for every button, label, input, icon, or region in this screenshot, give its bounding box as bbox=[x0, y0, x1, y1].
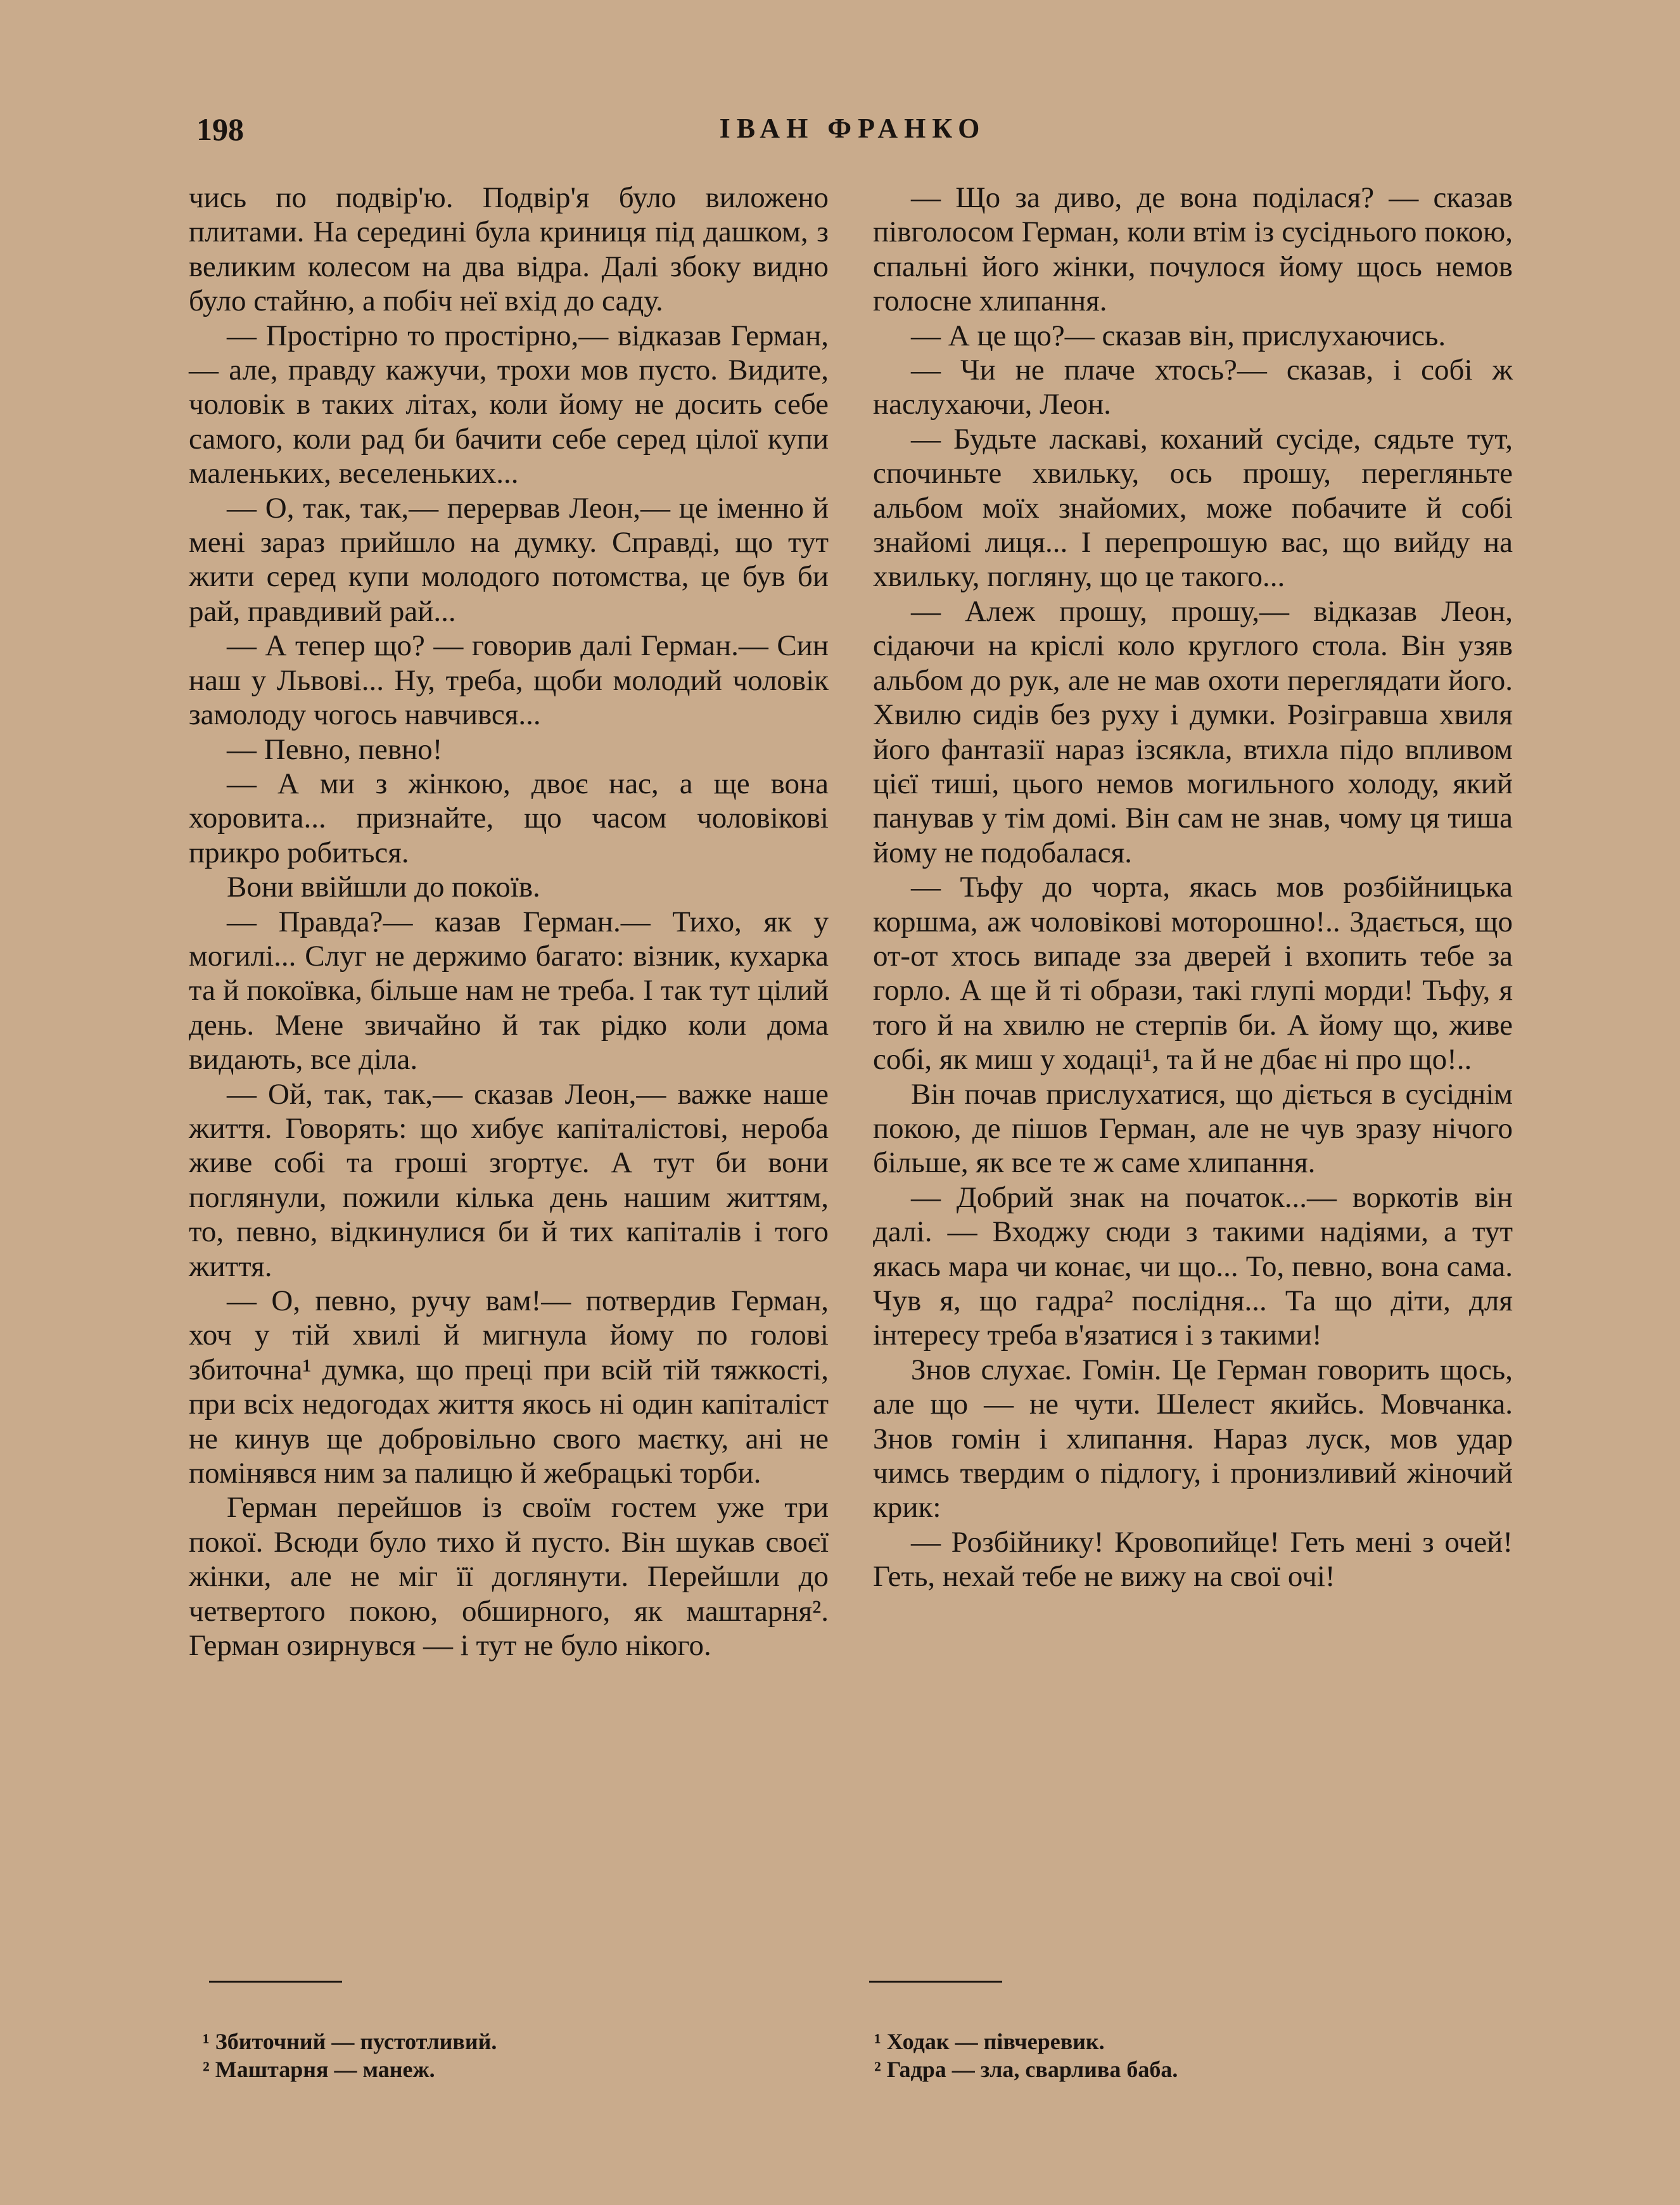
paragraph: — О, так, так,— перервав Леон,— це іменно й мені зараз прийшло на думку. Справді, що тут жити серед купи молодого потомства, це був би рай, правдивий рай... bbox=[189, 491, 829, 628]
paragraph: Вони ввійшли до покоїв. bbox=[227, 871, 540, 904]
left-column bbox=[189, 181, 829, 1663]
paragraph: — Тьфу до чорта, якась мов розбійницька коршма, аж чоловікові моторошно!.. Здається, що от-от хтось випаде зза дверей і вхопить тебе за горло. А ще й ті образи, такі глупі морди! Тьфу, я того й на хвилю не стерпів би. А йому що, живе собі, як миш у ходаці¹, та й не дбає ні про що!.. bbox=[873, 871, 1513, 1077]
page-header bbox=[0, 111, 1680, 155]
running-title: ІВАН ФРАНКО bbox=[719, 113, 986, 144]
paragraph: — Будьте ласкаві, коханий сусіде, сядьте тут, спочиньте хвильку, ось прошу, перегляньте альбом моїх знайомих, може побачите й собі знайомі лиця... І перепрошую вас, що вийду на хвильку, погляну, що це такого... bbox=[873, 422, 1513, 594]
footnote-divider bbox=[869, 1981, 1002, 1983]
paragraph: — Чи не плаче хтось?— сказав, і собі ж наслухаючи, Леон. bbox=[873, 354, 1513, 421]
paragraph: — Ой, так, так,— сказав Леон,— важке наше життя. Говорять: що хибує капіталістові, нероба живе собі та гроші згортує. А тут би вони поглянули, пожили кілька день нашим життям, то, певно, відкинулися би й тих капіталів і того життя. bbox=[189, 1077, 829, 1283]
footnote-divider bbox=[209, 1981, 342, 1983]
paragraph: — О, певно, ручу вам!— потвердив Герман, хоч у тій хвилі й мигнула йому по голові збиточна¹ думка, що преці при всій тій тяжкості, при всіх недогодах життя якось ні один капіталіст не кинув ще добровільно свого маєтку, ані не помінявся ним за палицю й жебрацькі торби. bbox=[189, 1284, 829, 1490]
paragraph: — Певно, певно! bbox=[227, 732, 443, 766]
paragraph: Знов слухає. Гомін. Це Герман говорить щось, але що — не чути. Шелест якийсь. Мовчанка. Знов гомін і хлипання. Нараз луск, мов удар чимсь твердим о підлогу, і пронизливий жіночий крик: bbox=[873, 1353, 1513, 1524]
paragraph: — А тепер що? — говорив далі Герман.— Син наш у Львові... Ну, треба, щоби молодий чоловік замолоду чогось навчився... bbox=[189, 629, 829, 732]
paragraph: Герман перейшов із своїм гостем уже три покої. Всюди було тихо й пусто. Він шукав своєї жінки, але не міг її доглянути. Перейшли до четвертого покою, обширного, як маштарня². Герман озирнувся — і тут не було нікого. bbox=[189, 1491, 829, 1663]
paragraph: — Правда?— казав Герман.— Тихо, як у могилі... Слуг не держимо багато: візник, кухарка та й покоївка, більше нам не треба. І так тут цілий день. Мене звичайно й так рідко коли дома видають, все діла. bbox=[189, 905, 829, 1077]
paragraph: — Добрий знак на початок...— воркотів він далі. — Входжу сюди з такими надіями, а тут якась мара чи конає, чи що... То, певно, вона сама. Чув я, що гадра² послідня... Та що діти, для інтересу треба в'язатися і з такими! bbox=[873, 1180, 1513, 1352]
footnote: ¹ Ходак — півчеревик. bbox=[874, 2029, 1105, 2054]
paragraph: чись по подвір'ю. Подвір'я було виложено плитами. На середині була криниця під дашком, з великим колесом на два відра. Далі збоку видно було стайню, а побіч неї вхід до саду. bbox=[189, 181, 829, 318]
paragraph: — Простірно то простірно,— відказав Герман,— але, правду кажучи, трохи мов пусто. Видите, чоловік в таких літах, коли йому не досить себе самого, коли рад би бачити себе серед цілої купи маленьких, веселеньких... bbox=[189, 319, 829, 490]
paragraph: — Розбійнику! Кровопийце! Геть мені з очей! Геть, нехай тебе не вижу на свої очі! bbox=[873, 1525, 1513, 1594]
paragraph: — А це що?— сказав він, прислухаючись. bbox=[911, 319, 1446, 352]
paragraph: — Що за диво, де вона поділася? — сказав півголосом Герман, коли втім із сусіднього покою, спальні його жінки, почулося йому щось немов голосне хлипання. bbox=[873, 181, 1513, 318]
paragraph: — Алеж прошу, прошу,— відказав Леон, сідаючи на кріслі коло круглого стола. Він узяв альбом до рук, але не мав охоти переглядати його. Хвилю сидів без руху і думки. Розігравша хвиля його фантазії нараз ізсякла, втихла підо впливом цієї тиші, цього немов могильного холоду, який панував у тім домі. Він сам не знав, чому ця тиша йому не подобалася. bbox=[873, 594, 1513, 869]
paragraph: — А ми з жінкою, двоє нас, а ще вона хоровита... признайте, що часом чоловікові прикро робиться. bbox=[189, 767, 829, 869]
right-column bbox=[873, 181, 1513, 1594]
footnote: ¹ Збиточний — пустотливий. bbox=[203, 2029, 497, 2054]
page-number: 198 bbox=[196, 112, 244, 147]
footnotes-right bbox=[874, 2028, 1178, 2083]
footnotes-left bbox=[203, 2028, 497, 2083]
footnote: ² Гадра — зла, сварлива баба. bbox=[874, 2057, 1178, 2082]
footnote: ² Маштарня — манеж. bbox=[203, 2057, 435, 2082]
paragraph: Він почав прислухатися, що діється в сусіднім покою, де пішов Герман, але не чув зразу нічого більше, як все те ж саме хлипання. bbox=[873, 1077, 1513, 1180]
